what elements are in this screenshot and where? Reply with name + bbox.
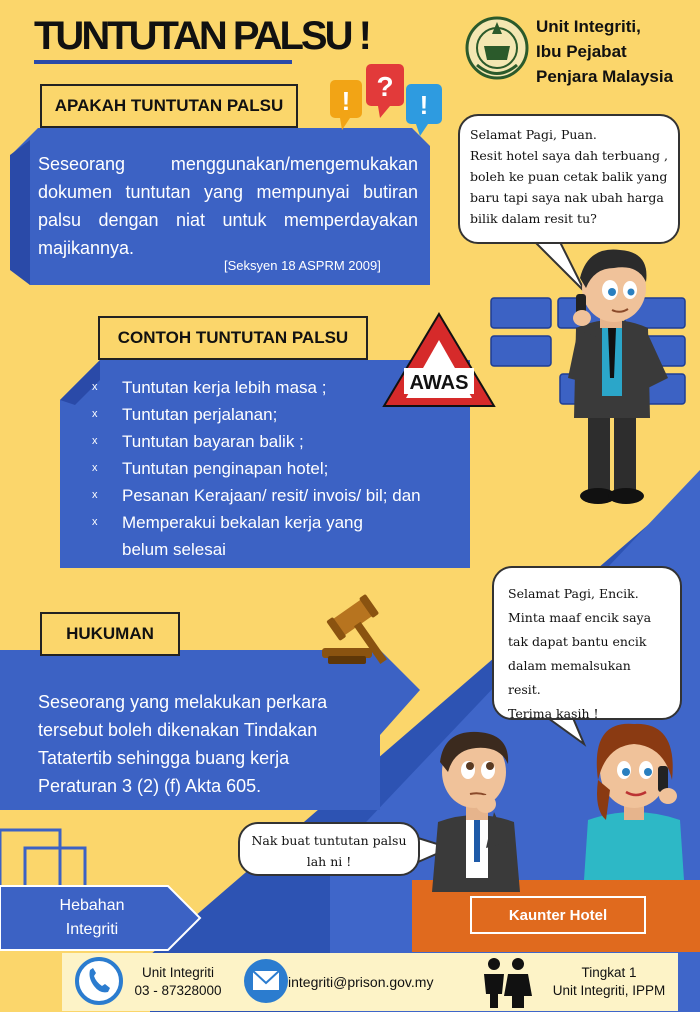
x-bullet-icon: x [92, 408, 98, 420]
section3-line: Peraturan 3 (2) (f) Akta 605. [38, 776, 262, 796]
speech-bubble-receptionist: Selamat Pagi, Encik. Minta maaf encik saya tak dapat bantu encik dalam memalsukan resit. Terima kasih ! [492, 566, 682, 720]
list-item: x Tuntutan bayaran balik ; [92, 428, 462, 455]
section1-heading: APAKAH TUNTUTAN PALSU [40, 84, 298, 128]
prison-emblem-icon [462, 10, 532, 86]
svg-text:!: ! [341, 86, 351, 116]
org-line: Penjara Malaysia [536, 67, 674, 86]
list-item: x Tuntutan perjalanan; [92, 401, 462, 428]
list-item: x Tuntutan kerja lebih masa ; [92, 374, 462, 401]
list-item-continuation: belum selesai [122, 540, 226, 559]
location-contact: Tingkat 1 Unit Integriti, IPPM [552, 965, 666, 998]
people-icon [478, 956, 534, 1010]
phone-contact: Unit Integriti 03 - 87328000 [134, 965, 222, 998]
section3-line: tersebut boleh dikenakan Tindakan [38, 720, 318, 740]
x-bullet-icon: x [92, 435, 98, 447]
section1-reference: [Seksyen 18 ASPRM 2009] [224, 258, 381, 273]
org-line: Unit Integriti, [536, 17, 641, 36]
page-title: TUNTUTAN PALSU ! [34, 14, 369, 58]
gavel-icon [318, 590, 408, 670]
thinking-man-illustration [428, 712, 528, 892]
x-bullet-icon: x [92, 462, 98, 474]
list-item: x Tuntutan penginapan hotel; [92, 455, 462, 482]
svg-text:!: ! [419, 90, 429, 120]
section1-body: Seseorang menggunakan/mengemukakan dokumen tuntutan yang mempunyai butiran palsu dengan niat untuk memperdayakan majikannya. [38, 154, 418, 258]
section2-heading: CONTOH TUNTUTAN PALSU [98, 316, 368, 360]
svg-text:?: ? [376, 71, 394, 102]
email-icon [242, 956, 290, 1006]
section3-line: Tatatertib sehingga buang kerja [38, 748, 290, 768]
email-contact: integriti@prison.gov.my [288, 974, 434, 990]
list-item: x Pesanan Kerajaan/ resit/ invois/ bil; dan [92, 482, 462, 509]
x-bullet-icon: x [92, 516, 98, 528]
speech-bubble-thinking: Nak buat tuntutan palsu lah ni ! [238, 822, 420, 876]
section3-line: Seseorang yang melakukan perkara [38, 692, 328, 712]
x-bullet-icon: x [92, 381, 98, 393]
section3-body [38, 688, 368, 800]
warning-sign-label: AWAS [409, 372, 469, 394]
organization-name [536, 14, 673, 89]
phone-icon [74, 956, 124, 1006]
example-list [92, 374, 462, 563]
org-line: Ibu Pejabat [536, 42, 627, 61]
list-item: x Memperakui bekalan kerja yang [92, 509, 462, 536]
question-exclamation-icon [328, 62, 446, 142]
counter-sign: Kaunter Hotel [470, 896, 646, 934]
receptionist-illustration [580, 700, 688, 880]
x-bullet-icon: x [92, 489, 98, 501]
man-on-phone-illustration [558, 238, 678, 508]
section3-heading: HUKUMAN [40, 612, 180, 656]
speech-bubble-customer: Selamat Pagi, Puan. Resit hotel saya dah terbuang , boleh ke puan cetak balik yang baru tapi saya nak ubah harga bilik dalam resit tu? [458, 114, 680, 244]
title-underline [34, 60, 292, 64]
hebahan-integriti-label: Hebahan Integriti [59, 897, 125, 938]
